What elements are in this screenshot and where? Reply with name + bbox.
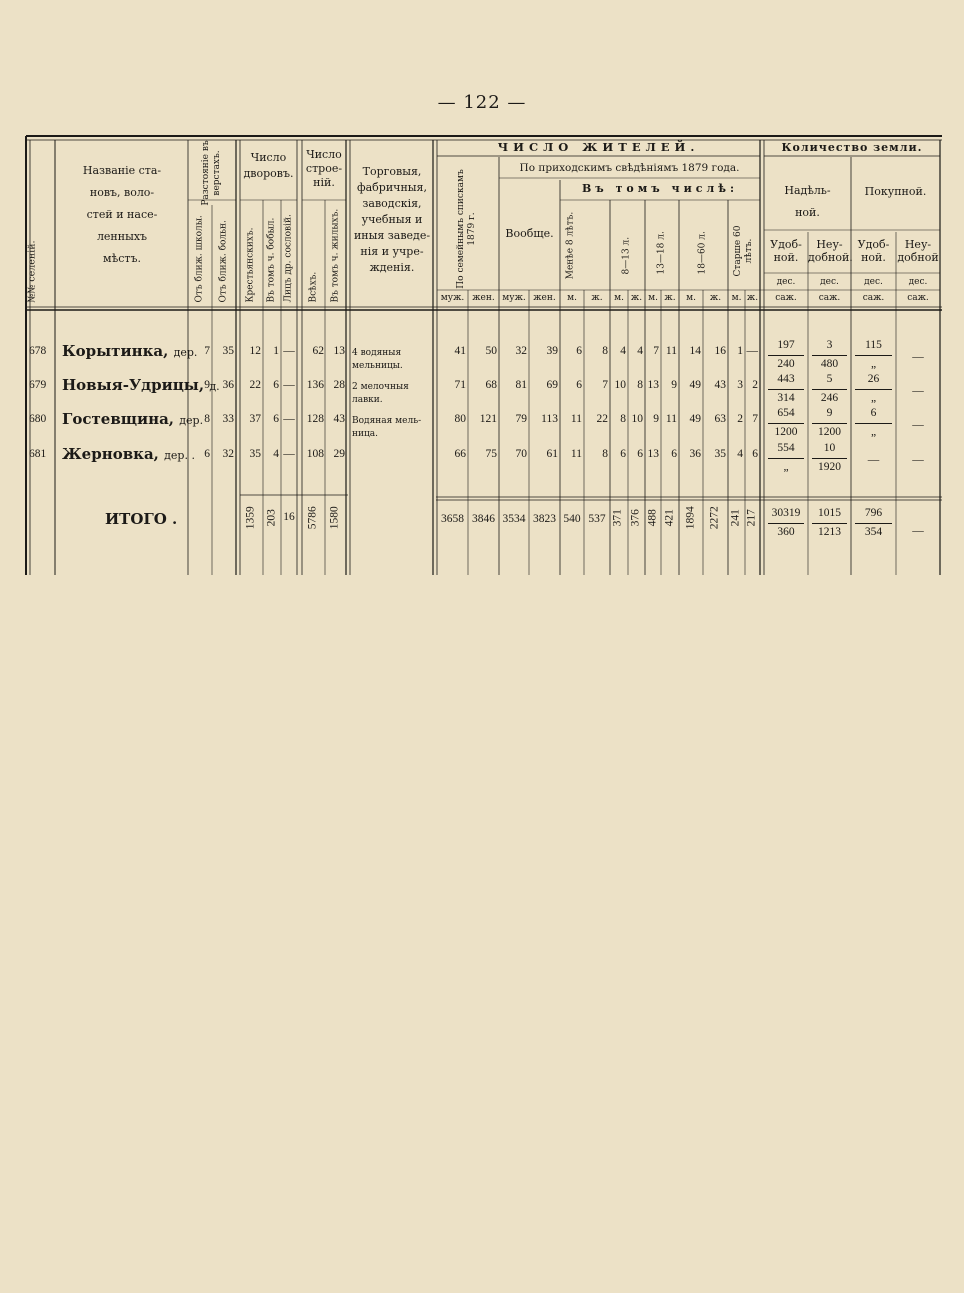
age-group-value: 7 (602, 379, 608, 391)
header-trade (352, 164, 432, 276)
age-group-value: 49 (689, 413, 701, 425)
frac-top: 1015 (818, 507, 841, 519)
frac-top: 796 (864, 507, 883, 519)
institutions-line: Водяная мель- (352, 416, 422, 426)
land-purchased-nonarable: — (912, 419, 924, 431)
frac-top: 115 (865, 339, 882, 351)
header-des: дес. (820, 277, 839, 287)
header-name-line: Названіе ста- (82, 164, 162, 177)
age-group-value: 8 (637, 379, 643, 391)
family-female: 75 (485, 448, 497, 460)
parish-male: 70 (515, 448, 527, 460)
total-8-13-male: 371 (611, 509, 624, 527)
buildings-residential: 13 (333, 345, 345, 357)
settlement-kind: д. (209, 380, 220, 393)
institutions (352, 415, 421, 441)
header-allotted-line: ной. (795, 206, 820, 219)
households-bobyl: 6 (273, 379, 279, 391)
settlement-name-text: Корытинка, (62, 342, 169, 360)
header-nonarable2 (896, 238, 940, 264)
age-group-value: 11 (665, 345, 677, 357)
header-female: жен. (533, 293, 556, 303)
age-group-value: 1 (737, 345, 743, 357)
land-allotted-arable (764, 340, 808, 370)
header-des: дес. (908, 277, 928, 287)
total-under8-male: 540 (563, 513, 581, 525)
age-group-value: 10 (631, 413, 643, 425)
frac-top: 6 (870, 407, 877, 419)
age-group-value: 22 (596, 413, 608, 425)
frac-bottom: 354 (864, 525, 883, 538)
households-bobyl: 1 (273, 345, 279, 357)
header-parish: По приходскимъ свѣдѣніямъ 1879 года. (519, 162, 740, 174)
total-under8-female: 537 (588, 513, 606, 525)
family-female: 121 (479, 413, 497, 425)
households-peasant: 37 (249, 413, 261, 425)
parish-female: 61 (546, 448, 558, 460)
households-peasant: 12 (249, 345, 261, 357)
households-bobyl: 6 (273, 413, 279, 425)
header-age18-60: 18—60 л. (697, 231, 708, 275)
total-households-bobyl: 203 (265, 509, 278, 527)
frac-bottom: 1200 (774, 425, 798, 438)
header-arable-line: ной. (773, 251, 799, 264)
frac-top: 10 (823, 442, 836, 454)
header-buildings-line: строе- (305, 162, 343, 175)
frac-bottom: 1213 (818, 525, 841, 538)
age-group-value: 2 (752, 379, 758, 391)
age-group-value: 4 (737, 448, 743, 460)
header-female: жен. (472, 293, 495, 303)
age-group-value: 35 (714, 448, 726, 460)
header-dist-hospital: Отъ ближ. больн. (218, 220, 229, 303)
header-sazh: саж. (862, 293, 885, 303)
header-households-line: дворовъ. (243, 167, 294, 180)
header-trade-line: фабричныя, (357, 181, 427, 194)
land-allotted-arable (764, 443, 808, 473)
header-male: муж. (502, 293, 526, 303)
total-13-18-female: 421 (663, 509, 676, 527)
age-group-value: 6 (637, 448, 643, 460)
age-group-value: 43 (714, 379, 726, 391)
header-inhabitants: ЧИСЛО ЖИТЕЛЕЙ. (497, 140, 700, 154)
settlement-name (62, 344, 197, 359)
age-group-value: 13 (647, 448, 659, 460)
header-total-general: Вообще. (505, 227, 554, 240)
family-female: 68 (485, 379, 497, 391)
frac-bottom: 246 (820, 391, 839, 404)
settlement-name-text: Жерновка, (62, 445, 159, 463)
land-purchased-arable (851, 340, 896, 370)
header-m: м. (686, 293, 696, 303)
total-parish-female: 3823 (533, 513, 556, 525)
header-m: м. (614, 293, 624, 303)
total-label: ИТОГО . (105, 510, 178, 528)
header-arable2 (851, 238, 896, 264)
land-allotted-nonarable (808, 408, 851, 438)
total-13-18-male: 488 (646, 509, 659, 527)
buildings-residential: 29 (333, 448, 345, 460)
header-m: м. (648, 293, 658, 303)
land-allotted-arable (764, 408, 808, 438)
frac-bottom: „ (870, 391, 877, 404)
age-group-value: 6 (752, 448, 758, 460)
parish-male: 32 (515, 345, 527, 357)
age-group-value: — (746, 345, 758, 357)
land-allotted-arable (764, 374, 808, 404)
land-purchased-nonarable: — (912, 385, 924, 397)
frac-top: 5 (826, 373, 833, 385)
header-households (240, 150, 297, 182)
total-land-purchased-arable (851, 508, 896, 538)
header-name-line: новъ, воло- (89, 186, 155, 199)
header-all: Всѣхъ. (308, 271, 319, 303)
dist-hospital: 36 (222, 379, 234, 391)
institutions-line: лавки. (352, 395, 383, 405)
header-nonarable-line: Неу- (816, 238, 843, 251)
frac-bottom: 314 (777, 391, 795, 404)
dist-hospital: 35 (222, 345, 234, 357)
age-group-value: 11 (570, 448, 582, 460)
buildings-all: 108 (306, 448, 324, 460)
frac-bottom: „ (783, 460, 789, 473)
frac-top: 26 (867, 373, 880, 385)
parish-female: 69 (546, 379, 558, 391)
institutions (352, 347, 403, 373)
land-allotted-nonarable (808, 443, 851, 473)
header-name-line: мѣстъ. (103, 252, 141, 265)
age-group-value: 11 (570, 413, 582, 425)
header-trade-line: Торговыя, (362, 165, 422, 178)
parish-male: 81 (515, 379, 527, 391)
total-buildings-all: 5786 (306, 506, 319, 530)
age-group-value: 9 (671, 379, 677, 391)
age-group-value: 6 (576, 345, 582, 357)
header-f: ж. (746, 293, 759, 303)
header-f: ж. (630, 293, 643, 303)
header-m: м. (731, 293, 742, 303)
header-arable2-line: ной. (861, 251, 886, 264)
institutions-line: мельницы. (352, 361, 403, 371)
frac-bottom: 1200 (818, 425, 841, 438)
age-group-value: 8 (602, 345, 608, 357)
family-male: 71 (454, 379, 466, 391)
page-number: — 122 — (437, 92, 527, 113)
family-male: 41 (454, 345, 466, 357)
settlement-number: 681 (29, 448, 47, 460)
total-over60-female: 217 (745, 509, 758, 527)
header-buildings-line: ній. (313, 176, 335, 189)
total-parish-male: 3534 (502, 513, 526, 525)
settlement-kind: дер. (179, 414, 204, 427)
total-18-60-female: 2272 (708, 506, 721, 530)
dist-hospital: 33 (222, 413, 234, 425)
header-under8: Менѣе 8 лѣтъ. (565, 211, 576, 280)
frac-top: 554 (777, 442, 795, 454)
land-purchased-nonarable: — (912, 351, 924, 363)
age-group-value: 6 (576, 379, 582, 391)
header-nonarable (808, 238, 851, 264)
age-group-value: 3 (737, 379, 743, 391)
header-sazh: саж. (907, 293, 929, 303)
dist-school: 8 (204, 413, 210, 425)
age-group-value: 11 (665, 413, 677, 425)
land-purchased-arable (851, 374, 896, 404)
buildings-residential: 28 (333, 379, 345, 391)
frac-top: 3 (826, 339, 833, 351)
header-name-line: стей и насе- (86, 208, 158, 221)
header-nonarable-line: добной. (808, 251, 853, 264)
institutions (352, 381, 409, 407)
age-group-value: 6 (620, 448, 626, 460)
institutions-line: 4 водяныя (352, 348, 402, 358)
family-female: 50 (485, 345, 497, 357)
header-f: ж. (591, 293, 603, 303)
age-group-value: 7 (752, 413, 758, 425)
header-trade-line: учебныя и (361, 213, 423, 226)
settlement-number: 679 (29, 379, 47, 391)
frac-bottom: 240 (777, 357, 795, 370)
frac-bottom: „ (870, 425, 877, 438)
age-group-value: 63 (714, 413, 726, 425)
header-allotted (764, 180, 851, 224)
age-group-value: 8 (620, 413, 626, 425)
settlement-name-text: Новыя-Удрицы, (62, 376, 205, 394)
header-sazh: саж. (775, 293, 797, 303)
settlement-number: 680 (29, 413, 47, 425)
households-other: — (283, 379, 295, 391)
header-arable2-line: Удоб- (857, 238, 890, 251)
header-name-line: ленныхъ (96, 230, 148, 243)
households-other: — (283, 413, 295, 425)
frac-bottom: „ (870, 357, 877, 370)
header-peasant: Крестьянскихъ. (245, 227, 256, 303)
settlement-name (62, 447, 195, 462)
family-male: 80 (454, 413, 466, 425)
age-group-value: 4 (637, 345, 643, 357)
header-distance: Разстояніе въ верстахъ. (201, 140, 222, 206)
parish-female: 113 (541, 413, 558, 425)
land-purchased-arable: — (867, 454, 880, 466)
header-nonarable2-line: добной (897, 251, 939, 264)
settlement-kind: дер. (173, 346, 198, 359)
header-arable-line: Удоб- (770, 238, 802, 251)
header-des: дес. (864, 277, 883, 287)
land-purchased-arable (851, 408, 896, 438)
parish-male: 79 (515, 413, 527, 425)
buildings-all: 62 (312, 345, 324, 357)
total-land-purchased-nonarable: — (912, 525, 924, 537)
frac-top: 443 (777, 373, 795, 385)
frac-bottom: 360 (777, 525, 795, 538)
header-bobyl: Въ томъ ч. бобыл. (266, 217, 277, 303)
total-18-60-male: 1894 (684, 506, 697, 530)
frac-top: 197 (777, 339, 795, 351)
header-other-estates: Лицъ др. сословій. (283, 214, 294, 303)
header-land: Количество земли. (781, 141, 923, 154)
parish-female: 39 (546, 345, 558, 357)
settlement-name-text: Гостевщина, (62, 410, 175, 428)
header-num: №№ селеній. (26, 240, 38, 303)
institutions-line: ница. (352, 429, 379, 439)
buildings-all: 128 (306, 413, 324, 425)
header-including: Въ томъ числѣ: (582, 182, 738, 195)
land-allotted-nonarable (808, 374, 851, 404)
dist-school: 7 (204, 345, 210, 357)
total-households-peasant: 1359 (244, 506, 257, 530)
age-group-value: 9 (653, 413, 659, 425)
total-over60-male: 241 (729, 509, 742, 527)
header-age8-13: 8—13 л. (621, 236, 632, 275)
buildings-all: 136 (306, 379, 324, 391)
header-age13-18: 13—18 л. (656, 231, 667, 275)
age-group-value: 16 (714, 345, 726, 357)
header-f: ж. (709, 293, 722, 303)
header-residential: Въ томъ ч. жилыхъ. (330, 208, 341, 303)
dist-hospital: 32 (222, 448, 234, 460)
header-m: м. (567, 293, 577, 303)
header-buildings-line: Число (306, 148, 342, 161)
header-over60: Старше 60 лѣтъ. (733, 225, 754, 277)
households-other: — (283, 448, 295, 460)
total-land-allotted-arable (764, 508, 808, 538)
header-male: муж. (440, 293, 465, 303)
frac-bottom: 480 (820, 357, 839, 370)
total-buildings-residential: 1580 (328, 506, 341, 530)
family-male: 66 (454, 448, 466, 460)
land-purchased-nonarable: — (912, 454, 924, 466)
households-peasant: 22 (249, 379, 261, 391)
header-trade-line: нія и учре- (360, 245, 424, 258)
age-group-value: 4 (620, 345, 626, 357)
frac-top: 654 (777, 407, 795, 419)
header-arable (764, 238, 808, 264)
header-purchased: Покупной. (864, 185, 927, 198)
buildings-residential: 43 (333, 413, 345, 425)
header-trade-line: жденія. (369, 261, 415, 274)
dist-school: 9 (204, 379, 210, 391)
households-peasant: 35 (249, 448, 261, 460)
age-group-value: 13 (647, 379, 659, 391)
age-group-value: 49 (689, 379, 701, 391)
frac-bottom: 1920 (818, 460, 841, 473)
header-family-lists: По семейнымъ спискамъ 1879 г. (456, 169, 477, 289)
header-buildings (302, 148, 346, 190)
households-bobyl: 4 (273, 448, 279, 460)
total-land-allotted-nonarable (808, 508, 851, 538)
age-group-value: 36 (689, 448, 701, 460)
age-group-value: 10 (614, 379, 626, 391)
age-group-value: 7 (653, 345, 659, 357)
dist-school: 6 (204, 448, 210, 460)
settlement-number: 678 (29, 345, 47, 357)
header-nonarable2-line: Неу- (904, 238, 932, 251)
institutions-line: 2 мелочныя (352, 382, 409, 392)
header-dist-school: Отъ ближ. школы. (194, 215, 205, 303)
total-8-13-female: 376 (629, 509, 642, 527)
age-group-value: 2 (737, 413, 743, 425)
header-allotted-line: Надѣль- (784, 184, 831, 197)
total-households-other: 16 (283, 511, 295, 523)
header-sazh: саж. (818, 293, 841, 303)
header-f: ж. (664, 293, 676, 303)
settlement-kind: дер. . (164, 449, 195, 462)
age-group-value: 8 (602, 448, 608, 460)
frac-top: 30319 (771, 507, 801, 519)
land-allotted-nonarable (808, 340, 851, 370)
total-family-female: 3846 (472, 513, 495, 525)
header-trade-line: иныя заведе- (353, 229, 431, 242)
total-family-male: 3658 (441, 513, 464, 525)
households-other: — (283, 345, 295, 357)
header-des: дес. (776, 277, 796, 287)
frac-top: 9 (826, 407, 833, 419)
header-name (58, 160, 186, 270)
header-trade-line: заводскія, (362, 197, 422, 210)
age-group-value: 6 (671, 448, 677, 460)
age-group-value: 14 (689, 345, 701, 357)
header-households-line: Число (250, 151, 287, 164)
settlement-name (62, 412, 203, 427)
